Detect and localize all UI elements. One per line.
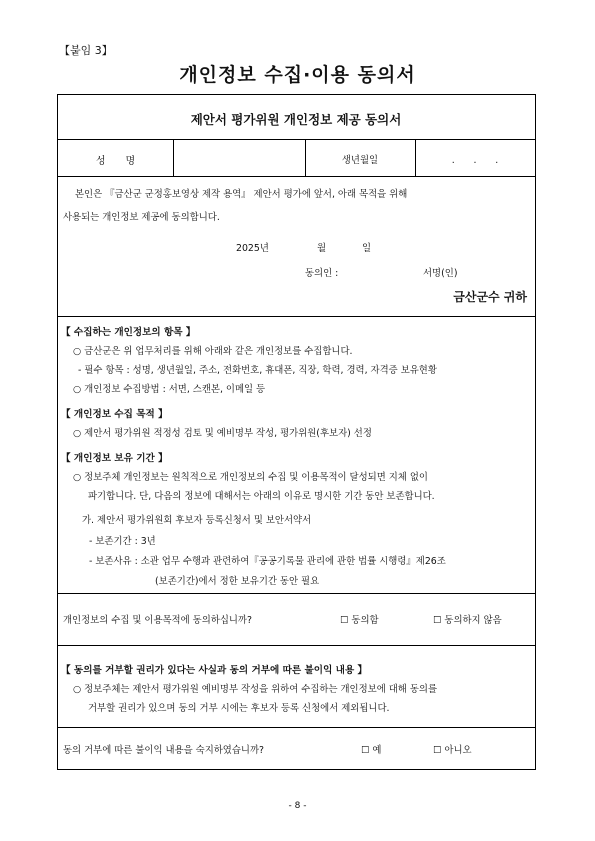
question-collection-consent: 개인정보의 수집 및 이용목적에 동의하십니까? [63,615,252,626]
consent-text-line1: 본인은 『금산군 군정홍보영상 제작 용역』 제안서 평가에 앞서, 아래 목적을 위해 [75,189,408,200]
divider [58,645,535,646]
name-label: 성 명 [95,156,136,167]
items-line: - 필수 항목 : 성명, 생년월일, 주소, 전화번호, 휴대폰, 직장, 학력, 경력, 자격증 보유현황 [78,365,437,376]
agree-checkbox[interactable]: ☐ 동의함 [340,615,379,626]
refusal-section-heading: 【 동의를 거부할 권리가 있다는 사실과 동의 거부에 따른 불이익 내용 】 [61,665,368,676]
document-title: 개인정보 수집·이용 동의서 [179,64,416,86]
date-year: 2025년 [236,243,269,254]
items-section-heading: 【 수집하는 개인정보의 항목 】 [61,327,196,338]
no-checkbox[interactable]: ☐ 아니오 [433,745,472,756]
date-day: 일 [362,243,372,254]
name-field[interactable] [174,140,305,175]
signature-label[interactable]: 서명(인) [423,268,458,279]
form-title: 제안서 평가위원 개인정보 제공 동의서 [190,112,402,127]
attachment-label: 【붙임 3】 [59,44,113,57]
consent-form-frame [57,94,536,770]
refusal-line: 거부할 권리가 있으며 동의 거부 시에는 후보자 등록 신청에서 제외됩니다. [88,703,390,714]
retention-line: 가. 제안서 평가위원회 후보자 등록신청서 및 보안서약서 [82,515,312,526]
disagree-checkbox[interactable]: ☐ 동의하지 않음 [433,615,502,626]
addressee: 금산군수 귀하 [453,290,527,304]
question-refusal-acknowledgement: 동의 거부에 따른 불이익 내용을 숙지하였습니까? [63,745,265,756]
birth-label: 생년월일 [341,155,379,166]
divider [58,727,535,728]
purpose-section-heading: 【 개인정보 수집 목적 】 [61,409,168,420]
retention-line: - 보존사유 : 소관 업무 수행과 관련하여『공공기록물 관리에 관한 법률 시행령』제26조 [89,556,446,567]
retention-line: ○ 정보주체 개인정보는 원칙적으로 개인정보의 수집 및 이용목적이 달성되면 지체 없이 [73,472,428,483]
page-number: - 8 - [288,801,307,811]
date-month: 월 [317,243,327,254]
refusal-line: ○ 정보주체는 제안서 평가위원 예비명부 작성을 위하여 수집하는 개인정보에 대해 동의를 [73,684,438,695]
retention-line: 파기합니다. 단, 다음의 정보에 대해서는 아래의 이유로 명시한 기간 동안 보존합니다. [88,491,435,502]
divider [58,316,535,317]
divider [58,176,535,177]
purpose-line: ○ 제안서 평가위원 적정성 검토 및 예비명부 작성, 평가위원(후보자) 선정 [73,428,372,439]
yes-checkbox[interactable]: ☐ 예 [361,745,382,756]
divider [58,593,535,594]
birth-field[interactable]: . . . [451,155,499,166]
signer-label: 동의인 : [305,268,339,279]
retention-line: - 보존기간 : 3년 [89,536,156,547]
items-line: ○ 금산군은 위 업무처리를 위해 아래와 같은 개인정보를 수집합니다. [73,346,353,357]
consent-text-line2: 사용되는 개인정보 제공에 동의합니다. [63,212,220,223]
retention-section-heading: 【 개인정보 보유 기간 】 [61,453,168,464]
retention-line: (보존기간)에서 정한 보유기간 동안 필요 [155,576,320,587]
items-line: ○ 개인정보 수집방법 : 서면, 스캔본, 이메일 등 [73,384,266,395]
